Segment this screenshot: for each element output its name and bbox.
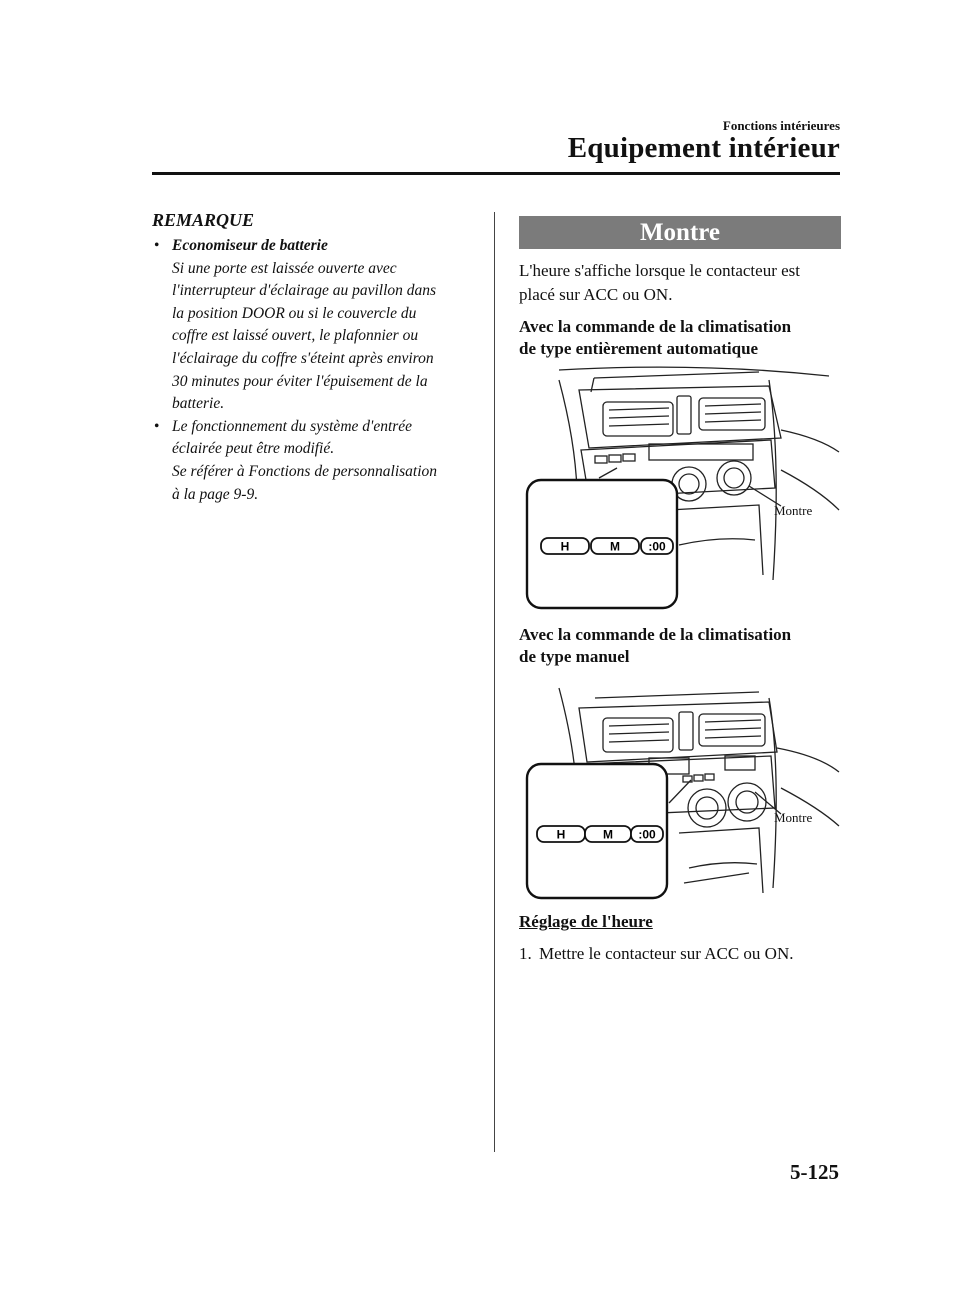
fig2-heading-line: Avec la commande de la climatisation (519, 625, 792, 644)
note-line: Le fonctionnement du système d'entrée (172, 417, 413, 435)
note-item (152, 235, 472, 416)
header-section-label: Fonctions intérieures (722, 118, 840, 133)
note-item (152, 416, 472, 506)
step-text: Mettre le contacteur sur ACC ou ON. (539, 944, 794, 963)
note-title: Economiseur de batterie (172, 237, 328, 254)
header-rule (152, 172, 840, 175)
note-line: Si une porte est laissée ouverte avec (172, 259, 397, 277)
left-column (152, 210, 472, 506)
step-number: 1. (519, 944, 532, 963)
fig2-button-m: M (603, 827, 613, 842)
bullet: • (154, 417, 160, 435)
column-divider (494, 212, 495, 1152)
fig1-button-00: :00 (648, 539, 666, 554)
section-title-bar: Montre (519, 216, 841, 249)
intro-paragraph (519, 259, 841, 306)
fig1-button-m: M (610, 539, 620, 554)
fig1-heading-line: Avec la commande de la climatisation (519, 317, 792, 336)
fig2-clock-label: Montre (774, 810, 813, 825)
fig1-button-h: H (560, 539, 570, 554)
header-title: Equipement intérieur (567, 132, 840, 164)
note-line: batterie. (172, 395, 225, 413)
fig1-heading-line: de type entièrement automatique (519, 339, 759, 358)
step-item (519, 944, 841, 964)
remarque-heading: REMARQUE (152, 210, 255, 230)
note-line: Se référer à Fonctions de personnalisation (172, 462, 438, 480)
note-line: l'interrupteur d'éclairage au pavillon dans (172, 282, 437, 300)
fig1-heading (519, 316, 841, 360)
fig2-heading-line: de type manuel (519, 647, 630, 666)
fig2-button-h: H (556, 827, 566, 842)
right-column (519, 216, 841, 964)
figure-auto-climate (519, 360, 841, 610)
intro-line: placé sur ACC ou ON. (519, 284, 673, 304)
page-number: 5-125 (790, 1160, 839, 1184)
subsection-heading: Réglage de l'heure (519, 912, 653, 931)
dashboard-illustration (519, 668, 841, 906)
note-line: l'éclairage du coffre s'éteint après environ (172, 349, 434, 367)
note-line: coffre est laissé ouvert, le plafonnier ou (172, 327, 419, 345)
note-line: à la page 9-9. (172, 485, 259, 503)
note-line: la position DOOR ou si le couvercle du (172, 304, 417, 322)
fig2-heading (519, 624, 841, 668)
note-line: éclairée peut être modifié. (172, 440, 335, 458)
bullet: • (154, 237, 160, 254)
note-line: 30 minutes pour éviter l'épuisement de la (172, 372, 428, 390)
intro-line: L'heure s'affiche lorsque le contacteur est (519, 261, 800, 280)
figure-manual-climate (519, 668, 841, 906)
fig2-button-00: :00 (638, 827, 656, 842)
dashboard-illustration (519, 360, 841, 610)
fig1-clock-label: Montre (774, 503, 813, 518)
